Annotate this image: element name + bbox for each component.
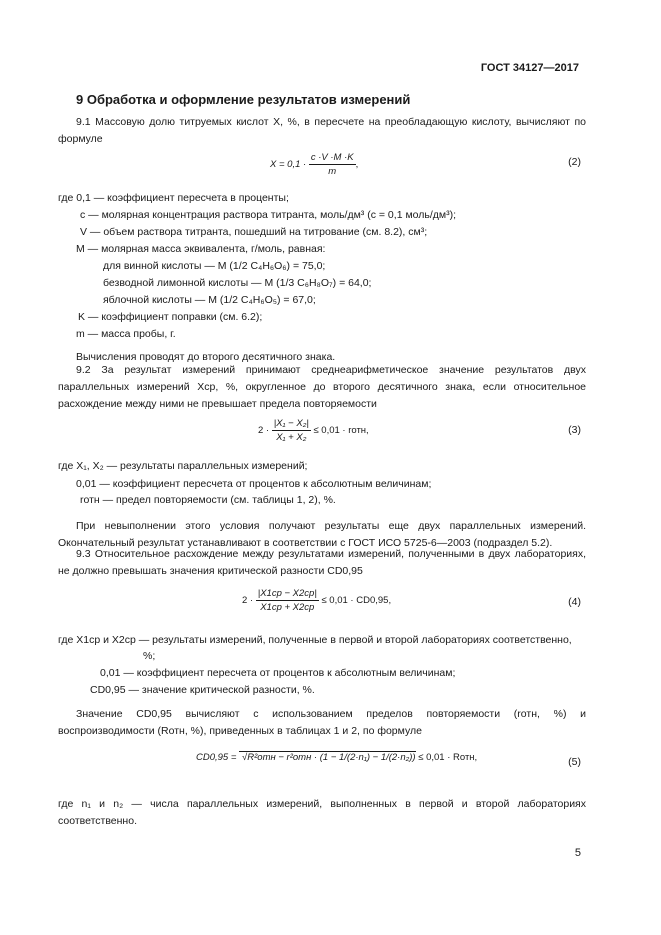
where2-line-4: M — молярная масса эквивалента, г/моль, равная: (76, 243, 326, 255)
formula-2-tail: , (355, 159, 359, 171)
paragraph-9-2: 9.2 За результат измерений принимают среднеарифметическое значение результатов двух параллельных измерений Xср, %, округленное до второго десятичного знака, если относительное расхождение между ними не превышает предела повторяемости (58, 364, 586, 410)
formula-4-denominator: X1ср + X2ср (260, 602, 315, 613)
formula-2-lhs: X = 0,1 · (270, 159, 307, 171)
formula-3-denominator: X₁ + X₂ (276, 432, 307, 443)
where4-line-1a: где X1ср и X2ср — результаты измерений, полученные в первой и второй лабораториях соответственно, (58, 634, 572, 646)
where4-line-1b: %; (143, 650, 156, 662)
formula-3-rhs: ≤ 0,01 · rотн, (313, 425, 369, 437)
formula-5-number: (5) (568, 756, 581, 768)
formula-5-body: R²отн − r²отн · (1 − 1/(2·n₁) − 1/(2·n₂)) (247, 752, 416, 763)
formula-4-fraction (256, 588, 319, 613)
section-title: 9 Обработка и оформление результатов измерений (76, 92, 411, 107)
formula-4-lhs: 2 · (242, 595, 254, 607)
formula-3 (258, 418, 369, 443)
formula-2 (270, 152, 358, 177)
where2-line-8: K — коэффициент поправки (см. 6.2); (78, 311, 263, 323)
where4-line-2: 0,01 — коэффициент пересчета от процентов к абсолютным величинам; (100, 667, 456, 679)
formula-3-fraction (272, 418, 311, 443)
formula-3-numerator: |X₁ − X₂| (273, 418, 309, 429)
where2-line-7: яблочной кислоты — M (1/2 C₄H₆O₅) = 67,0; (103, 294, 316, 306)
formula-2-fraction (309, 152, 356, 177)
paragraph-9-1: 9.1 Массовую долю титруемых кислот X, %, в пересчете на преобладающую кислоту, вычисляют по формуле (58, 116, 586, 145)
formula-2-denominator: m (328, 166, 337, 177)
where3-line-2: 0,01 — коэффициент пересчета от процентов к абсолютным величинам; (76, 478, 432, 490)
where3-line-1: где X₁, X₂ — результаты параллельных измерений; (58, 460, 308, 472)
formula-5 (196, 752, 477, 763)
formula-2-number: (2) (568, 156, 581, 168)
formula-5-root: √R²отн − r²отн · (1 − 1/(2·n₁) − 1/(2·n₂)) (239, 751, 416, 763)
document-id: ГОСТ 34127—2017 (480, 62, 579, 74)
where2-line-5: для винной кислоты — M (1/2 C₄H₆O₆) = 75,0; (103, 260, 326, 272)
where2-line-9: m — масса пробы, г. (76, 328, 176, 340)
formula-4-rhs: ≤ 0,01 · CD0,95, (321, 595, 392, 607)
formula-4-numerator: |X1ср − X2ср| (257, 588, 317, 599)
paragraph-9-3: 9.3 Относительное расхождение между результатами измерений, полученными в двух лабораториях, не должно превышать значения критической разности CD0,95 (58, 548, 586, 577)
paragraph-cd: Значение CD0,95 вычисляют с использованием пределов повторяемости (rотн, %) и воспроизводимости (Rотн, %), приведенных в таблицах 1 и 2, по формуле (58, 708, 586, 737)
where2-line-1: где 0,1 — коэффициент пересчета в проценты; (58, 192, 289, 204)
page-number: 5 (574, 847, 581, 859)
where2-line-6: безводной лимонной кислоты — M (1/3 C₆H₈O₇) = 64,0; (103, 277, 372, 289)
formula-2-numerator: c ·V ·M ·K (310, 152, 354, 163)
formula-3-lhs: 2 · (258, 425, 270, 437)
where3-line-3: rотн — предел повторяемости (см. таблицы 1, 2), %. (80, 494, 336, 506)
where2-line-2: c — молярная концентрация раствора титранта, моль/дм³ (c = 0,1 моль/дм³); (80, 209, 457, 221)
formula-5-lhs: CD0,95 = (196, 752, 237, 763)
formula-4-number: (4) (568, 596, 581, 608)
where2-line-3: V — объем раствора титранта, пошедший на титрование (см. 8.2), см³; (80, 226, 428, 238)
formula-3-number: (3) (568, 424, 581, 436)
where5-line-1: где n₁ и n₂ — числа параллельных измерений, выполненных в первой и второй лабораториях соответственно. (58, 798, 586, 827)
formula-4 (242, 588, 391, 613)
where4-line-3: CD0,95 — значение критической разности, %. (90, 684, 315, 696)
paragraph-calc: Вычисления проводят до второго десятичного знака. (76, 351, 336, 363)
formula-5-rhs: ≤ 0,01 · Rотн, (418, 752, 478, 763)
paragraph-fail: При невыполнении этого условия получают результаты еще двух параллельных измерений. Окончательный результат устанавливают в соответствии с ГОСТ ИСО 5725-6—2003 (подраздел 5.2). (58, 520, 586, 549)
